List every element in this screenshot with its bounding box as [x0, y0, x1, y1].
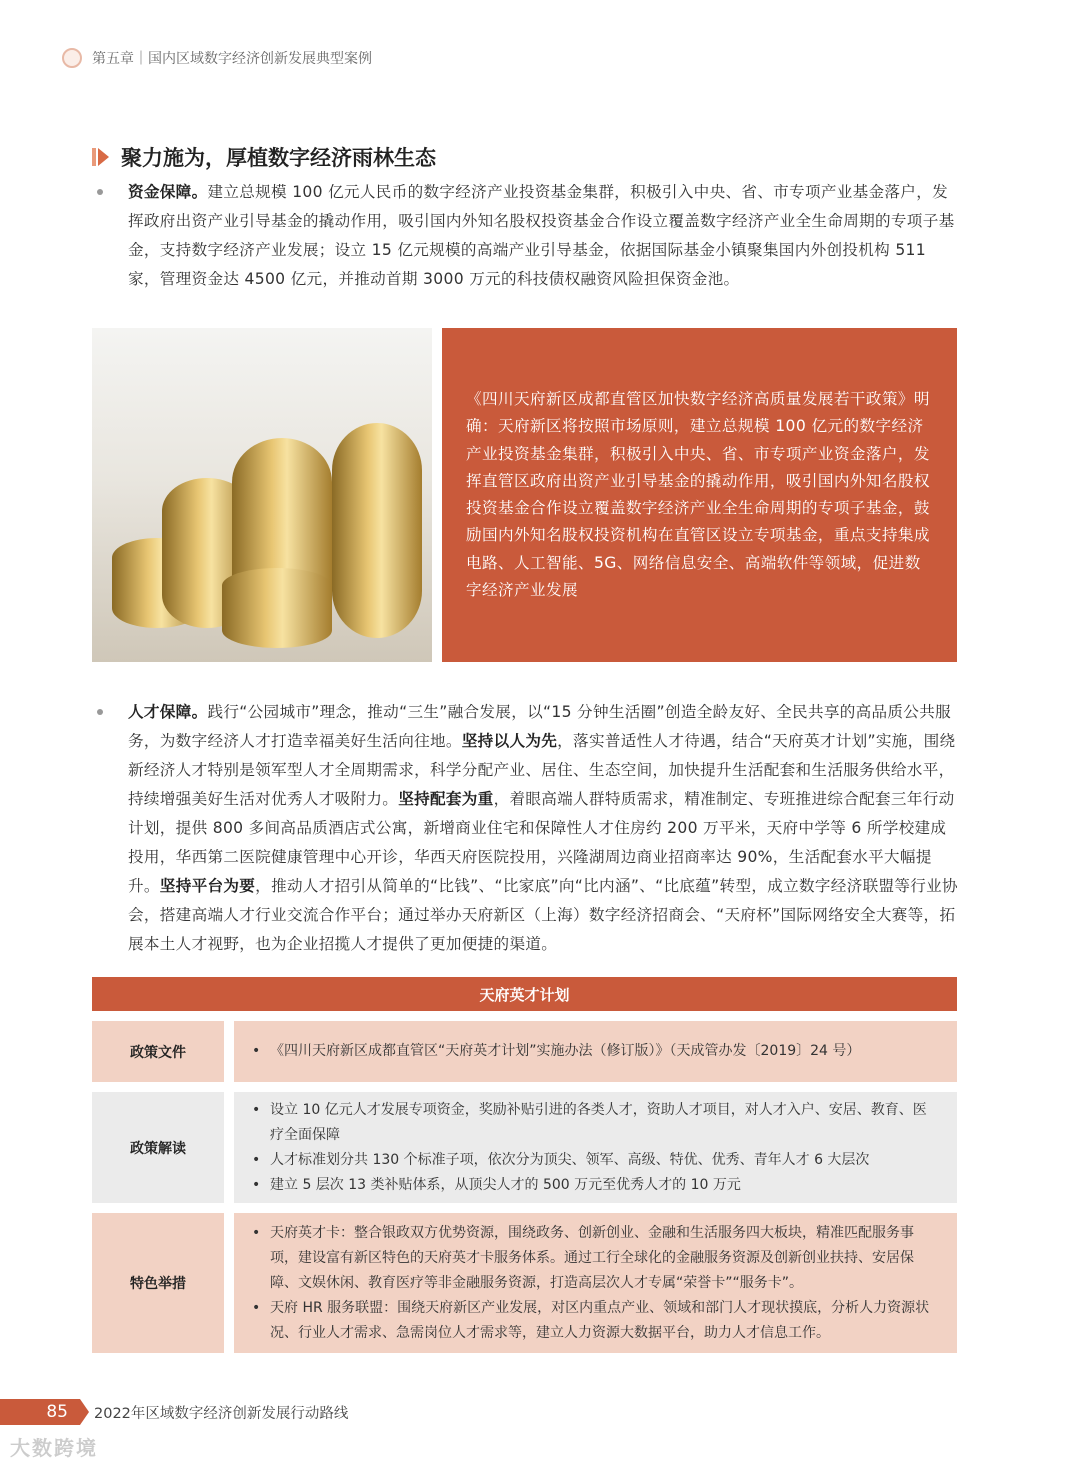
- paragraph-talent: [128, 698, 958, 959]
- running-header: [62, 48, 372, 68]
- section-title: 聚力施为，厚植数字经济雨林生态: [121, 146, 436, 170]
- paragraph-funding: [128, 178, 958, 294]
- table-row: [92, 1213, 957, 1353]
- table-row: [92, 1092, 957, 1203]
- watermark: 大数跨境: [10, 1436, 98, 1460]
- lead-talent: 人才保障。: [128, 703, 208, 721]
- section-heading: [92, 142, 436, 172]
- row-item: • 天府英才卡：整合银政双方优势资源，围绕政务、创新创业、金融和生活服务四大板块，精准匹配服务事项，建设富有新区特色的天府英才卡服务体系。通过工行全球化的金融服务资源及创新创业扶持、安居保障、文娱休闲、教育医疗等非金融服务资源，打造高层次人才专属“荣誉卡”“服务卡”。: [250, 1221, 937, 1296]
- row-label: 特色举措: [92, 1213, 224, 1353]
- table-title: 天府英才计划: [92, 977, 957, 1011]
- talent-text: 践行“公园城市”理念，推动“三生”融合发展，以“15 分钟生活圈”创造全龄友好、全民共享的高品质公共服务，为数字经济人才打造幸福美好生活向往地。: [128, 703, 951, 750]
- row-item: • 《四川天府新区成都直管区“天府英才计划”实施办法（修订版）》（天成管办发〔2019〕24 号）: [250, 1039, 860, 1064]
- row-label: 政策解读: [92, 1092, 224, 1203]
- policy-quote-box: 《四川天府新区成都直管区加快数字经济高质量发展若干政策》明确：天府新区将按照市场原则，建立总规模 100 亿元的数字经济产业投资基金集群，积极引入中央、省、市专项产业资金落户，发挥直管区政府出资产业引导基金的撬动作用，吸引国内外知名股权投资基金合作设立覆盖数字经济产业全生命周期的专项子基金，鼓励国内外知名股权投资机构在直管区设立专项基金，重点支持集成电路、人工智能、5G、网络信息安全、高端软件等领域，促进数字经济产业发展: [442, 328, 957, 662]
- lead-funding: 资金保障。: [128, 183, 208, 201]
- page-number: 85: [0, 1399, 80, 1425]
- chapter-title: 第五章｜国内区域数字经济创新发展典型案例: [92, 51, 372, 67]
- row-item: • 人才标准划分共 130 个标准子项，依次分为顶尖、领军、高级、特优、优秀、青年人才 6 大层次: [250, 1148, 937, 1173]
- row-label: 政策文件: [92, 1021, 224, 1082]
- emphasis: 坚持以人为先: [461, 732, 558, 750]
- row-item: • 设立 10 亿元人才发展专项资金，奖励补贴引进的各类人才，资助人才项目，对人才入户、安居、教育、医疗全面保障: [250, 1098, 937, 1148]
- footer-title: 2022年区域数字经济创新发展行动路线: [94, 1405, 349, 1422]
- row-item: • 建立 5 层次 13 类补贴体系，从顶尖人才的 500 万元至优秀人才的 10 万元: [250, 1173, 937, 1198]
- table-row: [92, 1021, 957, 1082]
- bullet-icon: [97, 189, 103, 195]
- page-footer: [0, 1399, 348, 1425]
- talent-text: ，着眼高端人群特质需求，精准制定、专班推进综合配套三年行动计划，提供 800 多间高品质酒店式公寓，新增商业住宅和保障性人才住房约 200 万平米，天府中学等 6 所学校建成投用，华西第二医院健康管理中心开诊，华西天府医院投用，兴隆湖周边商业招商率达 90%，生活配套水平大幅提升。: [128, 790, 955, 895]
- coins-photo: [92, 328, 432, 662]
- funding-text: 建立总规模 100 亿元人民币的数字经济产业投资基金集群，积极引入中央、省、市专项产业基金落户，发挥政府出资产业引导基金的撬动作用，吸引国内外知名股权投资基金合作设立覆盖数字经济产业全生命周期的专项子基金，支持数字经济产业发展；设立 15 亿元规模的高端产业引导基金，依据国际基金小镇聚集国内外创投机构 511 家，管理资金达 4500 亿元，并推动首期 3000 万元的科技债权融资风险担保资金池。: [128, 183, 955, 288]
- row-item: • 天府 HR 服务联盟：围绕天府新区产业发展，对区内重点产业、领域和部门人才现状摸底，分析人力资源状况、行业人才需求、急需岗位人才需求等，建立人力资源大数据平台，助力人才信息工作。: [250, 1296, 937, 1346]
- talent-text: ，推动人才招引从简单的“比钱”、“比家底”向“比内涵”、“比底蕴”转型，成立数字经济联盟等行业协会，搭建高端人才行业交流合作平台；通过举办天府新区（上海）数字经济招商会、“天府杯”国际网络安全大赛等，拓展本土人才视野，也为企业招揽人才提供了更加便捷的渠道。: [128, 877, 958, 953]
- arrow-bullet-icon: [92, 148, 109, 166]
- emphasis: 坚持配套为重: [398, 790, 494, 808]
- talent-text: ，落实普适性人才待遇，结合“天府英才计划”实施，围绕新经济人才特别是领军型人才全周期需求，科学分配产业、居住、生态空间，加快提升生活配套和生活服务供给水平，持续增强美好生活对优秀人才吸附力。: [128, 732, 956, 808]
- bullet-icon: [97, 709, 103, 715]
- emphasis: 坚持平台为要: [159, 877, 256, 895]
- chapter-logo-icon: [62, 48, 82, 68]
